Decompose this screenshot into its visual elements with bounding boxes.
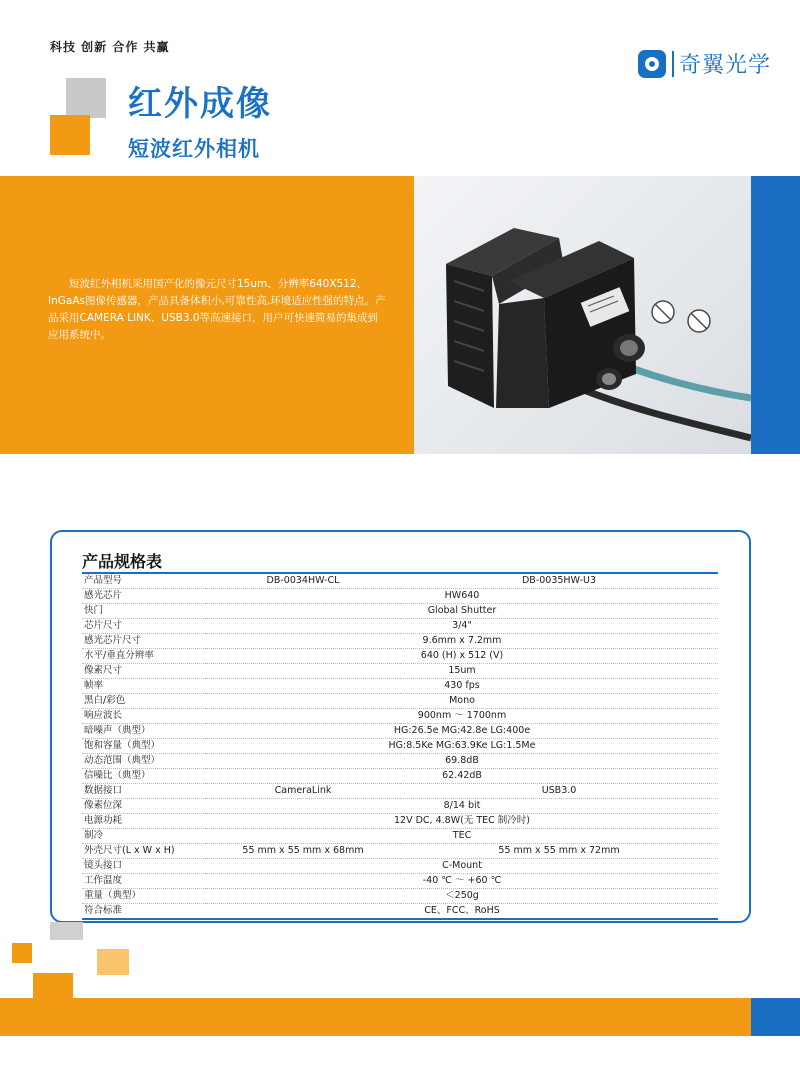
spec-value: -40 ℃ ～ +60 ℃ bbox=[206, 874, 718, 889]
spec-label: 黑白/彩色 bbox=[82, 694, 206, 709]
page-subtitle: 短波红外相机 bbox=[128, 137, 260, 161]
spec-value: C-Mount bbox=[206, 859, 718, 874]
spec-model: DB-0034HW-CL bbox=[206, 573, 400, 589]
footer-band-orange bbox=[0, 998, 751, 1036]
table-row bbox=[82, 874, 718, 889]
decorative-square bbox=[33, 973, 73, 1001]
table-row bbox=[82, 829, 718, 844]
spec-label: 外壳尺寸(L x W x H) bbox=[82, 844, 206, 859]
spec-label: 制冷 bbox=[82, 829, 206, 844]
table-row bbox=[82, 799, 718, 814]
spec-value: 55 mm x 55 mm x 72mm bbox=[400, 844, 718, 859]
spec-value: Global Shutter bbox=[206, 604, 718, 619]
spec-label: 感光芯片尺寸 bbox=[82, 634, 206, 649]
spec-label: 快门 bbox=[82, 604, 206, 619]
logo-divider bbox=[672, 51, 674, 77]
spec-label: 符合标准 bbox=[82, 904, 206, 920]
table-row bbox=[82, 724, 718, 739]
spec-label: 重量（典型） bbox=[82, 889, 206, 904]
logo-icon bbox=[638, 50, 666, 78]
spec-value: CE、FCC、RoHS bbox=[206, 904, 718, 920]
spec-value: HG:26.5e MG:42.8e LG:400e bbox=[206, 724, 718, 739]
table-row bbox=[82, 889, 718, 904]
spec-value: 12V DC, 4.8W(无 TEC 制冷时) bbox=[206, 814, 718, 829]
spec-label: 工作温度 bbox=[82, 874, 206, 889]
decorative-square bbox=[50, 922, 83, 940]
table-row bbox=[82, 844, 718, 859]
spec-value: 8/14 bit bbox=[206, 799, 718, 814]
spec-value: HW640 bbox=[206, 589, 718, 604]
spec-value: ＜250g bbox=[206, 889, 718, 904]
table-row bbox=[82, 694, 718, 709]
intro-text: 短波红外相机采用国产化的像元尺寸15um、分辨率640X512、InGaAs图像传感器，产品具备体积小,可靠性高,环境适应性强的特点。产品采用CAMERA LINK、USB3.0等高速接口，用户可快速简易的集成到应用系统中。 bbox=[48, 278, 386, 341]
spec-label: 响应波长 bbox=[82, 709, 206, 724]
accent-band-blue bbox=[751, 176, 800, 454]
spec-label: 像素尺寸 bbox=[82, 664, 206, 679]
spec-label: 信噪比（典型） bbox=[82, 769, 206, 784]
spec-value: 9.6mm x 7.2mm bbox=[206, 634, 718, 649]
table-row bbox=[82, 649, 718, 664]
spec-table-title: 产品规格表 bbox=[82, 552, 163, 571]
table-row bbox=[82, 664, 718, 679]
logo-text: 奇翼光学 bbox=[679, 53, 772, 78]
table-row bbox=[82, 709, 718, 724]
spec-value: 55 mm x 55 mm x 68mm bbox=[206, 844, 400, 859]
spec-label: 饱和容量（典型） bbox=[82, 739, 206, 754]
spec-value: 430 fps bbox=[206, 679, 718, 694]
spec-value: 62.42dB bbox=[206, 769, 718, 784]
spec-value: 640 (H) x 512 (V) bbox=[206, 649, 718, 664]
spec-label: 动态范围（典型） bbox=[82, 754, 206, 769]
spec-label: 帧率 bbox=[82, 679, 206, 694]
table-row bbox=[82, 754, 718, 769]
decorative-square bbox=[66, 78, 106, 118]
spec-value: Mono bbox=[206, 694, 718, 709]
spec-value: 69.8dB bbox=[206, 754, 718, 769]
spec-model: DB-0035HW-U3 bbox=[400, 573, 718, 589]
spec-label: 产品型号 bbox=[82, 573, 206, 589]
spec-value: 15um bbox=[206, 664, 718, 679]
brand-logo bbox=[638, 48, 771, 79]
table-row bbox=[82, 573, 718, 589]
spec-value: TEC bbox=[206, 829, 718, 844]
footer-band-blue bbox=[751, 998, 800, 1036]
table-row bbox=[82, 784, 718, 799]
decorative-square bbox=[12, 943, 32, 963]
spec-value: CameraLink bbox=[206, 784, 400, 799]
spec-label: 暗噪声（典型） bbox=[82, 724, 206, 739]
spec-value: USB3.0 bbox=[400, 784, 718, 799]
table-row bbox=[82, 634, 718, 649]
camera-product-photo bbox=[414, 176, 751, 454]
spec-label: 电源功耗 bbox=[82, 814, 206, 829]
spec-value: 900nm ～ 1700nm bbox=[206, 709, 718, 724]
decorative-square bbox=[50, 115, 90, 155]
decorative-square bbox=[97, 949, 129, 975]
table-row bbox=[82, 604, 718, 619]
tagline: 科技 创新 合作 共赢 bbox=[50, 40, 170, 54]
spec-label: 像素位深 bbox=[82, 799, 206, 814]
table-row bbox=[82, 619, 718, 634]
spec-value: 3/4" bbox=[206, 619, 718, 634]
table-row bbox=[82, 814, 718, 829]
spec-label: 芯片尺寸 bbox=[82, 619, 206, 634]
spec-label: 数据接口 bbox=[82, 784, 206, 799]
spec-table bbox=[82, 572, 718, 920]
spec-label: 镜头接口 bbox=[82, 859, 206, 874]
spec-value: HG:8.5Ke MG:63.9Ke LG:1.5Me bbox=[206, 739, 718, 754]
table-row bbox=[82, 904, 718, 920]
table-row bbox=[82, 769, 718, 784]
table-row bbox=[82, 589, 718, 604]
table-row bbox=[82, 679, 718, 694]
spec-label: 水平/垂直分辨率 bbox=[82, 649, 206, 664]
table-row bbox=[82, 859, 718, 874]
table-row bbox=[82, 739, 718, 754]
spec-label: 感光芯片 bbox=[82, 589, 206, 604]
page-title: 红外成像 bbox=[128, 84, 272, 124]
